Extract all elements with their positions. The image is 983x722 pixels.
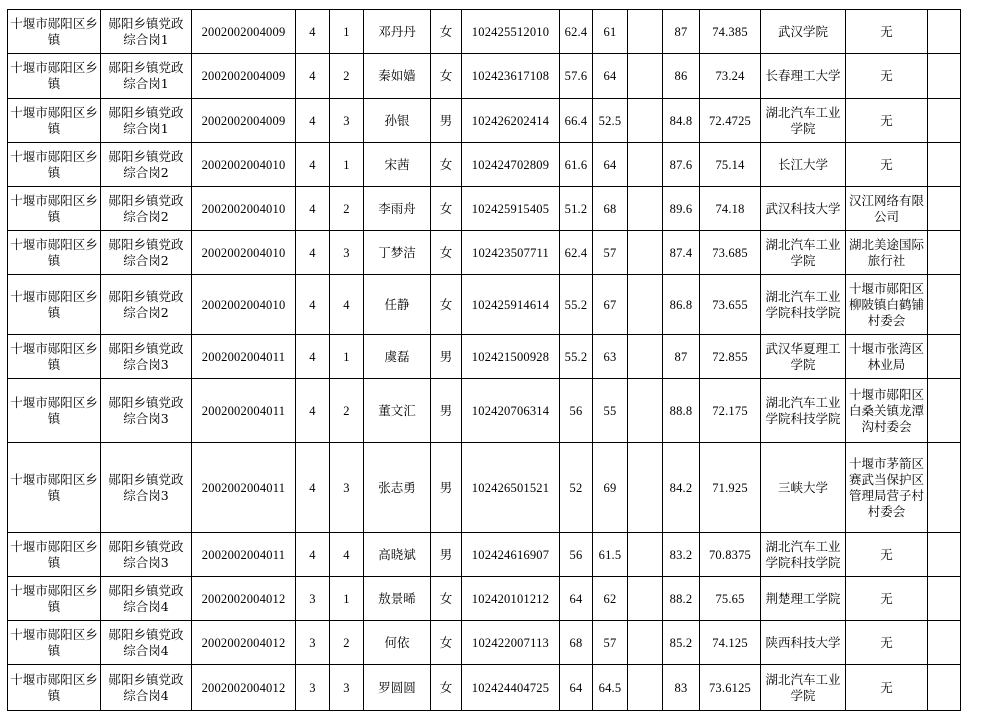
total-score-cell: 73.685: [700, 231, 761, 275]
written-score-1-cell: 64: [560, 665, 593, 711]
written-score-1-cell: 66.4: [560, 99, 593, 143]
total-score-cell: 72.855: [700, 335, 761, 379]
position-cell: 郧阳乡镇党政综合岗3: [101, 533, 192, 577]
exam-number-cell: 102425915405: [462, 187, 560, 231]
school-cell: 武汉学院: [761, 10, 846, 54]
quota-cell: 3: [296, 665, 330, 711]
quota-cell: 4: [296, 533, 330, 577]
quota-cell: 4: [296, 10, 330, 54]
employer-cell: 无: [846, 10, 928, 54]
interview-score-cell: 87: [663, 10, 700, 54]
name-cell: 丁梦洁: [364, 231, 431, 275]
note-cell: [928, 577, 961, 621]
region-cell: 十堰市郧阳区乡镇: [8, 275, 101, 335]
job-code-cell: 2002002004010: [192, 231, 296, 275]
note-cell: [928, 275, 961, 335]
note-cell: [928, 335, 961, 379]
region-cell: 十堰市郧阳区乡镇: [8, 443, 101, 533]
written-score-2-cell: 69: [593, 443, 628, 533]
exam-number-cell: 102420101212: [462, 577, 560, 621]
school-cell: 武汉科技大学: [761, 187, 846, 231]
rank-cell: 1: [330, 577, 364, 621]
note-cell: [928, 187, 961, 231]
employer-cell: 汉江网络有限公司: [846, 187, 928, 231]
exam-number-cell: 102423507711: [462, 231, 560, 275]
gender-cell: 女: [431, 187, 462, 231]
written-score-2-cell: 55: [593, 379, 628, 443]
region-cell: 十堰市郧阳区乡镇: [8, 533, 101, 577]
gender-cell: 男: [431, 335, 462, 379]
position-cell: 郧阳乡镇党政综合岗2: [101, 275, 192, 335]
region-cell: 十堰市郧阳区乡镇: [8, 187, 101, 231]
gender-cell: 女: [431, 143, 462, 187]
written-score-2-cell: 64.5: [593, 665, 628, 711]
interview-score-cell: 84.8: [663, 99, 700, 143]
school-cell: 湖北汽车工业学院: [761, 665, 846, 711]
extra-score-cell: [628, 187, 663, 231]
school-cell: 长江大学: [761, 143, 846, 187]
quota-cell: 4: [296, 231, 330, 275]
gender-cell: 女: [431, 10, 462, 54]
total-score-cell: 73.24: [700, 54, 761, 99]
table-body: [8, 10, 961, 711]
region-cell: 十堰市郧阳区乡镇: [8, 99, 101, 143]
employer-cell: 无: [846, 577, 928, 621]
exam-number-cell: 102425512010: [462, 10, 560, 54]
quota-cell: 3: [296, 577, 330, 621]
employer-cell: 湖北美途国际旅行社: [846, 231, 928, 275]
name-cell: 宋茜: [364, 143, 431, 187]
job-code-cell: 2002002004011: [192, 443, 296, 533]
school-cell: 湖北汽车工业学院科技学院: [761, 379, 846, 443]
region-cell: 十堰市郧阳区乡镇: [8, 231, 101, 275]
total-score-cell: 74.18: [700, 187, 761, 231]
table-row: [8, 335, 961, 379]
note-cell: [928, 665, 961, 711]
written-score-1-cell: 55.2: [560, 335, 593, 379]
extra-score-cell: [628, 443, 663, 533]
interview-score-cell: 86: [663, 54, 700, 99]
note-cell: [928, 99, 961, 143]
table-row: [8, 10, 961, 54]
school-cell: 湖北汽车工业学院科技学院: [761, 275, 846, 335]
written-score-2-cell: 64: [593, 54, 628, 99]
note-cell: [928, 143, 961, 187]
school-cell: 湖北汽车工业学院: [761, 99, 846, 143]
note-cell: [928, 379, 961, 443]
employer-cell: 无: [846, 143, 928, 187]
table-row: [8, 275, 961, 335]
exam-number-cell: 102426501521: [462, 443, 560, 533]
written-score-2-cell: 61: [593, 10, 628, 54]
employer-cell: 无: [846, 99, 928, 143]
total-score-cell: 74.125: [700, 621, 761, 665]
name-cell: 董文汇: [364, 379, 431, 443]
gender-cell: 男: [431, 533, 462, 577]
written-score-2-cell: 68: [593, 187, 628, 231]
written-score-1-cell: 55.2: [560, 275, 593, 335]
region-cell: 十堰市郧阳区乡镇: [8, 335, 101, 379]
job-code-cell: 2002002004012: [192, 665, 296, 711]
gender-cell: 女: [431, 577, 462, 621]
extra-score-cell: [628, 379, 663, 443]
name-cell: 虞磊: [364, 335, 431, 379]
name-cell: 罗圆圆: [364, 665, 431, 711]
position-cell: 郧阳乡镇党政综合岗1: [101, 99, 192, 143]
exam-number-cell: 102423617108: [462, 54, 560, 99]
school-cell: 湖北汽车工业学院: [761, 231, 846, 275]
table-row: [8, 99, 961, 143]
table-row: [8, 143, 961, 187]
written-score-1-cell: 56: [560, 533, 593, 577]
school-cell: 陕西科技大学: [761, 621, 846, 665]
gender-cell: 男: [431, 99, 462, 143]
rank-cell: 3: [330, 99, 364, 143]
region-cell: 十堰市郧阳区乡镇: [8, 665, 101, 711]
interview-score-cell: 85.2: [663, 621, 700, 665]
job-code-cell: 2002002004010: [192, 187, 296, 231]
position-cell: 郧阳乡镇党政综合岗3: [101, 443, 192, 533]
job-code-cell: 2002002004010: [192, 275, 296, 335]
rank-cell: 2: [330, 187, 364, 231]
interview-score-cell: 87.6: [663, 143, 700, 187]
job-code-cell: 2002002004009: [192, 54, 296, 99]
interview-score-cell: 87: [663, 335, 700, 379]
quota-cell: 4: [296, 275, 330, 335]
position-cell: 郧阳乡镇党政综合岗1: [101, 10, 192, 54]
school-cell: 荆楚理工学院: [761, 577, 846, 621]
table-row: [8, 621, 961, 665]
extra-score-cell: [628, 275, 663, 335]
exam-number-cell: 102424404725: [462, 665, 560, 711]
gender-cell: 男: [431, 379, 462, 443]
table-row: [8, 54, 961, 99]
rank-cell: 2: [330, 54, 364, 99]
interview-score-cell: 89.6: [663, 187, 700, 231]
name-cell: 秦如嫱: [364, 54, 431, 99]
position-cell: 郧阳乡镇党政综合岗1: [101, 54, 192, 99]
rank-cell: 3: [330, 443, 364, 533]
name-cell: 张志勇: [364, 443, 431, 533]
interview-score-cell: 87.4: [663, 231, 700, 275]
region-cell: 十堰市郧阳区乡镇: [8, 54, 101, 99]
employer-cell: 十堰市茅箭区赛武当保护区管理局营子村村委会: [846, 443, 928, 533]
name-cell: 高晓斌: [364, 533, 431, 577]
rank-cell: 4: [330, 533, 364, 577]
employer-cell: 十堰市郧阳区白桑关镇龙潭沟村委会: [846, 379, 928, 443]
name-cell: 何依: [364, 621, 431, 665]
exam-number-cell: 102424702809: [462, 143, 560, 187]
table-row: [8, 533, 961, 577]
school-cell: 武汉华夏理工学院: [761, 335, 846, 379]
extra-score-cell: [628, 577, 663, 621]
gender-cell: 女: [431, 621, 462, 665]
total-score-cell: 73.6125: [700, 665, 761, 711]
written-score-1-cell: 62.4: [560, 231, 593, 275]
rank-cell: 3: [330, 231, 364, 275]
table-row: [8, 577, 961, 621]
note-cell: [928, 533, 961, 577]
job-code-cell: 2002002004012: [192, 621, 296, 665]
extra-score-cell: [628, 533, 663, 577]
quota-cell: 4: [296, 54, 330, 99]
gender-cell: 女: [431, 231, 462, 275]
total-score-cell: 71.925: [700, 443, 761, 533]
position-cell: 郧阳乡镇党政综合岗2: [101, 187, 192, 231]
total-score-cell: 75.65: [700, 577, 761, 621]
table-row: [8, 443, 961, 533]
extra-score-cell: [628, 231, 663, 275]
written-score-2-cell: 57: [593, 621, 628, 665]
table-row: [8, 231, 961, 275]
note-cell: [928, 443, 961, 533]
rank-cell: 3: [330, 665, 364, 711]
employer-cell: 无: [846, 621, 928, 665]
school-cell: 三峡大学: [761, 443, 846, 533]
quota-cell: 4: [296, 99, 330, 143]
written-score-2-cell: 61.5: [593, 533, 628, 577]
rank-cell: 2: [330, 621, 364, 665]
school-cell: 湖北汽车工业学院科技学院: [761, 533, 846, 577]
extra-score-cell: [628, 143, 663, 187]
job-code-cell: 2002002004009: [192, 10, 296, 54]
written-score-2-cell: 57: [593, 231, 628, 275]
employer-cell: 无: [846, 665, 928, 711]
position-cell: 郧阳乡镇党政综合岗4: [101, 621, 192, 665]
table-row: [8, 665, 961, 711]
rank-cell: 1: [330, 10, 364, 54]
quota-cell: 4: [296, 143, 330, 187]
job-code-cell: 2002002004010: [192, 143, 296, 187]
extra-score-cell: [628, 665, 663, 711]
job-code-cell: 2002002004011: [192, 379, 296, 443]
gender-cell: 女: [431, 665, 462, 711]
region-cell: 十堰市郧阳区乡镇: [8, 379, 101, 443]
quota-cell: 3: [296, 621, 330, 665]
gender-cell: 女: [431, 54, 462, 99]
exam-number-cell: 102421500928: [462, 335, 560, 379]
employer-cell: 十堰市郧阳区柳陂镇白鹤铺村委会: [846, 275, 928, 335]
interview-score-cell: 83.2: [663, 533, 700, 577]
note-cell: [928, 10, 961, 54]
total-score-cell: 70.8375: [700, 533, 761, 577]
written-score-1-cell: 68: [560, 621, 593, 665]
extra-score-cell: [628, 335, 663, 379]
note-cell: [928, 231, 961, 275]
extra-score-cell: [628, 99, 663, 143]
written-score-1-cell: 64: [560, 577, 593, 621]
position-cell: 郧阳乡镇党政综合岗3: [101, 379, 192, 443]
quota-cell: 4: [296, 443, 330, 533]
total-score-cell: 72.4725: [700, 99, 761, 143]
rank-cell: 1: [330, 143, 364, 187]
quota-cell: 4: [296, 187, 330, 231]
total-score-cell: 74.385: [700, 10, 761, 54]
exam-number-cell: 102425914614: [462, 275, 560, 335]
region-cell: 十堰市郧阳区乡镇: [8, 143, 101, 187]
results-table: [7, 9, 961, 711]
interview-score-cell: 84.2: [663, 443, 700, 533]
total-score-cell: 75.14: [700, 143, 761, 187]
name-cell: 李雨舟: [364, 187, 431, 231]
interview-score-cell: 83: [663, 665, 700, 711]
table-row: [8, 187, 961, 231]
position-cell: 郧阳乡镇党政综合岗3: [101, 335, 192, 379]
written-score-1-cell: 62.4: [560, 10, 593, 54]
name-cell: 邓丹丹: [364, 10, 431, 54]
rank-cell: 1: [330, 335, 364, 379]
interview-score-cell: 88.8: [663, 379, 700, 443]
written-score-2-cell: 52.5: [593, 99, 628, 143]
region-cell: 十堰市郧阳区乡镇: [8, 621, 101, 665]
quota-cell: 4: [296, 379, 330, 443]
written-score-2-cell: 67: [593, 275, 628, 335]
interview-score-cell: 86.8: [663, 275, 700, 335]
rank-cell: 2: [330, 379, 364, 443]
job-code-cell: 2002002004011: [192, 533, 296, 577]
written-score-1-cell: 51.2: [560, 187, 593, 231]
job-code-cell: 2002002004012: [192, 577, 296, 621]
note-cell: [928, 54, 961, 99]
quota-cell: 4: [296, 335, 330, 379]
gender-cell: 男: [431, 443, 462, 533]
name-cell: 孙银: [364, 99, 431, 143]
position-cell: 郧阳乡镇党政综合岗4: [101, 665, 192, 711]
extra-score-cell: [628, 621, 663, 665]
extra-score-cell: [628, 54, 663, 99]
position-cell: 郧阳乡镇党政综合岗2: [101, 231, 192, 275]
exam-number-cell: 102420706314: [462, 379, 560, 443]
exam-number-cell: 102422007113: [462, 621, 560, 665]
region-cell: 十堰市郧阳区乡镇: [8, 10, 101, 54]
written-score-2-cell: 64: [593, 143, 628, 187]
total-score-cell: 72.175: [700, 379, 761, 443]
gender-cell: 女: [431, 275, 462, 335]
employer-cell: 无: [846, 54, 928, 99]
exam-number-cell: 102426202414: [462, 99, 560, 143]
extra-score-cell: [628, 10, 663, 54]
name-cell: 任静: [364, 275, 431, 335]
position-cell: 郧阳乡镇党政综合岗2: [101, 143, 192, 187]
written-score-2-cell: 63: [593, 335, 628, 379]
written-score-1-cell: 56: [560, 379, 593, 443]
table-row: [8, 379, 961, 443]
job-code-cell: 2002002004011: [192, 335, 296, 379]
region-cell: 十堰市郧阳区乡镇: [8, 577, 101, 621]
employer-cell: 十堰市张湾区林业局: [846, 335, 928, 379]
written-score-1-cell: 52: [560, 443, 593, 533]
school-cell: 长春理工大学: [761, 54, 846, 99]
written-score-1-cell: 61.6: [560, 143, 593, 187]
interview-score-cell: 88.2: [663, 577, 700, 621]
job-code-cell: 2002002004009: [192, 99, 296, 143]
note-cell: [928, 621, 961, 665]
position-cell: 郧阳乡镇党政综合岗4: [101, 577, 192, 621]
written-score-2-cell: 62: [593, 577, 628, 621]
exam-number-cell: 102424616907: [462, 533, 560, 577]
name-cell: 敖景晞: [364, 577, 431, 621]
rank-cell: 4: [330, 275, 364, 335]
written-score-1-cell: 57.6: [560, 54, 593, 99]
total-score-cell: 73.655: [700, 275, 761, 335]
employer-cell: 无: [846, 533, 928, 577]
